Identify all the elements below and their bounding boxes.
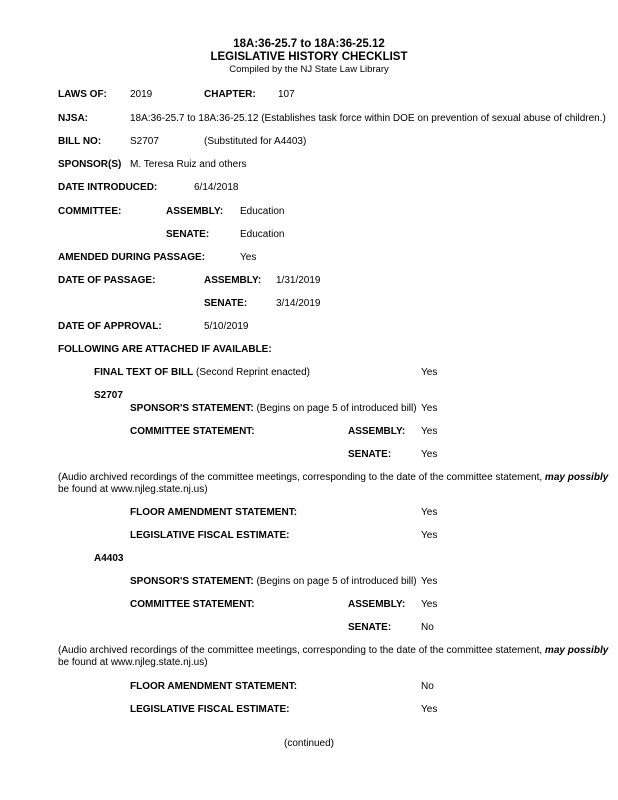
- a4403-assembly-label: ASSEMBLY:: [348, 599, 406, 610]
- njsa-value: 18A:36-25.7 to 18A:36-25.12 (Establishes task force within DOE on prevention of sexual abuse of children.): [130, 113, 606, 124]
- s2707-audio-pre: (Audio archived recordings of the committee meetings, corresponding to the date of the committee statement,: [58, 472, 545, 483]
- s2707-senate-label: SENATE:: [348, 449, 392, 460]
- s2707-audio-note: [58, 472, 608, 484]
- a4403-assembly-value: Yes: [421, 599, 438, 610]
- laws-of-label: LAWS OF:: [58, 89, 107, 100]
- a4403-audio-pre: (Audio archived recordings of the committee meetings, corresponding to the date of the committee statement,: [58, 645, 545, 656]
- a4403-audio-post: be found at www.njleg.state.nj.us): [58, 657, 208, 668]
- committee-assembly-label: ASSEMBLY:: [166, 206, 224, 217]
- chapter-value: 107: [278, 89, 295, 100]
- s2707-assembly-label: ASSEMBLY:: [348, 426, 406, 437]
- s2707-committee-label: COMMITTEE STATEMENT:: [130, 426, 255, 437]
- chapter-label: CHAPTER:: [204, 89, 256, 100]
- bill-substituted-note: (Substituted for A4403): [204, 136, 307, 147]
- final-text-label: FINAL TEXT OF BILL: [94, 367, 194, 378]
- a4403-sponsor-value: Yes: [421, 576, 438, 587]
- document-subtitle: LEGISLATIVE HISTORY CHECKLIST: [210, 51, 408, 63]
- compiled-by: Compiled by the NJ State Law Library: [229, 64, 389, 75]
- final-text-row: [94, 367, 310, 379]
- a4403-audio-em: may possibly: [544, 645, 609, 656]
- date-introduced-label: DATE INTRODUCED:: [58, 182, 158, 193]
- s2707-senate-value: Yes: [421, 449, 438, 460]
- sponsor-label: SPONSOR(S): [58, 159, 122, 170]
- a4403-heading: A4403: [94, 553, 124, 564]
- a4403-sponsor-note: (Begins on page 5 of introduced bill): [256, 576, 417, 587]
- a4403-floor-label: FLOOR AMENDMENT STATEMENT:: [130, 681, 298, 692]
- s2707-audio-em: may possibly: [544, 472, 609, 483]
- final-text-note: (Second Reprint enacted): [196, 367, 311, 378]
- a4403-senate-label: SENATE:: [348, 622, 392, 633]
- s2707-sponsor-row: [130, 403, 417, 415]
- a4403-floor-value: No: [421, 681, 434, 692]
- s2707-sponsor-value: Yes: [421, 403, 438, 414]
- amended-label: AMENDED DURING PASSAGE:: [58, 252, 206, 263]
- date-of-approval-label: DATE OF APPROVAL:: [58, 321, 162, 332]
- passage-senate-label: SENATE:: [204, 298, 248, 309]
- s2707-floor-label: FLOOR AMENDMENT STATEMENT:: [130, 507, 298, 518]
- a4403-committee-label: COMMITTEE STATEMENT:: [130, 599, 255, 610]
- s2707-assembly-value: Yes: [421, 426, 438, 437]
- s2707-floor-value: Yes: [421, 507, 438, 518]
- amended-value: Yes: [240, 252, 257, 263]
- a4403-fiscal-label: LEGISLATIVE FISCAL ESTIMATE:: [130, 704, 290, 715]
- committee-label: COMMITTEE:: [58, 206, 122, 217]
- njsa-label: NJSA:: [58, 113, 89, 124]
- s2707-fiscal-value: Yes: [421, 530, 438, 541]
- passage-senate-value: 3/14/2019: [276, 298, 321, 309]
- laws-of-value: 2019: [130, 89, 153, 100]
- date-introduced-value: 6/14/2018: [194, 182, 239, 193]
- committee-assembly-value: Education: [240, 206, 285, 217]
- a4403-sponsor-label: SPONSOR'S STATEMENT:: [130, 576, 254, 587]
- committee-senate-value: Education: [240, 229, 285, 240]
- bill-no-label: BILL NO:: [58, 136, 102, 147]
- bill-no-value: S2707: [130, 136, 159, 147]
- attached-heading: FOLLOWING ARE ATTACHED IF AVAILABLE:: [58, 344, 272, 355]
- a4403-sponsor-row: [130, 576, 417, 588]
- s2707-sponsor-label: SPONSOR'S STATEMENT:: [130, 403, 254, 414]
- document-title: 18A:36-25.7 to 18A:36-25.12: [233, 38, 385, 50]
- a4403-fiscal-value: Yes: [421, 704, 438, 715]
- passage-assembly-label: ASSEMBLY:: [204, 275, 262, 286]
- final-text-value: Yes: [421, 367, 438, 378]
- s2707-heading: S2707: [94, 390, 123, 401]
- committee-senate-label: SENATE:: [166, 229, 210, 240]
- date-of-approval-value: 5/10/2019: [204, 321, 249, 332]
- a4403-audio-note: [58, 645, 608, 657]
- s2707-fiscal-label: LEGISLATIVE FISCAL ESTIMATE:: [130, 530, 290, 541]
- date-of-passage-label: DATE OF PASSAGE:: [58, 275, 156, 286]
- sponsor-value: M. Teresa Ruiz and others: [130, 159, 247, 170]
- passage-assembly-value: 1/31/2019: [276, 275, 321, 286]
- continued-note: (continued): [283, 738, 335, 749]
- a4403-senate-value: No: [421, 622, 434, 633]
- s2707-audio-post: be found at www.njleg.state.nj.us): [58, 484, 208, 495]
- s2707-sponsor-note: (Begins on page 5 of introduced bill): [256, 403, 417, 414]
